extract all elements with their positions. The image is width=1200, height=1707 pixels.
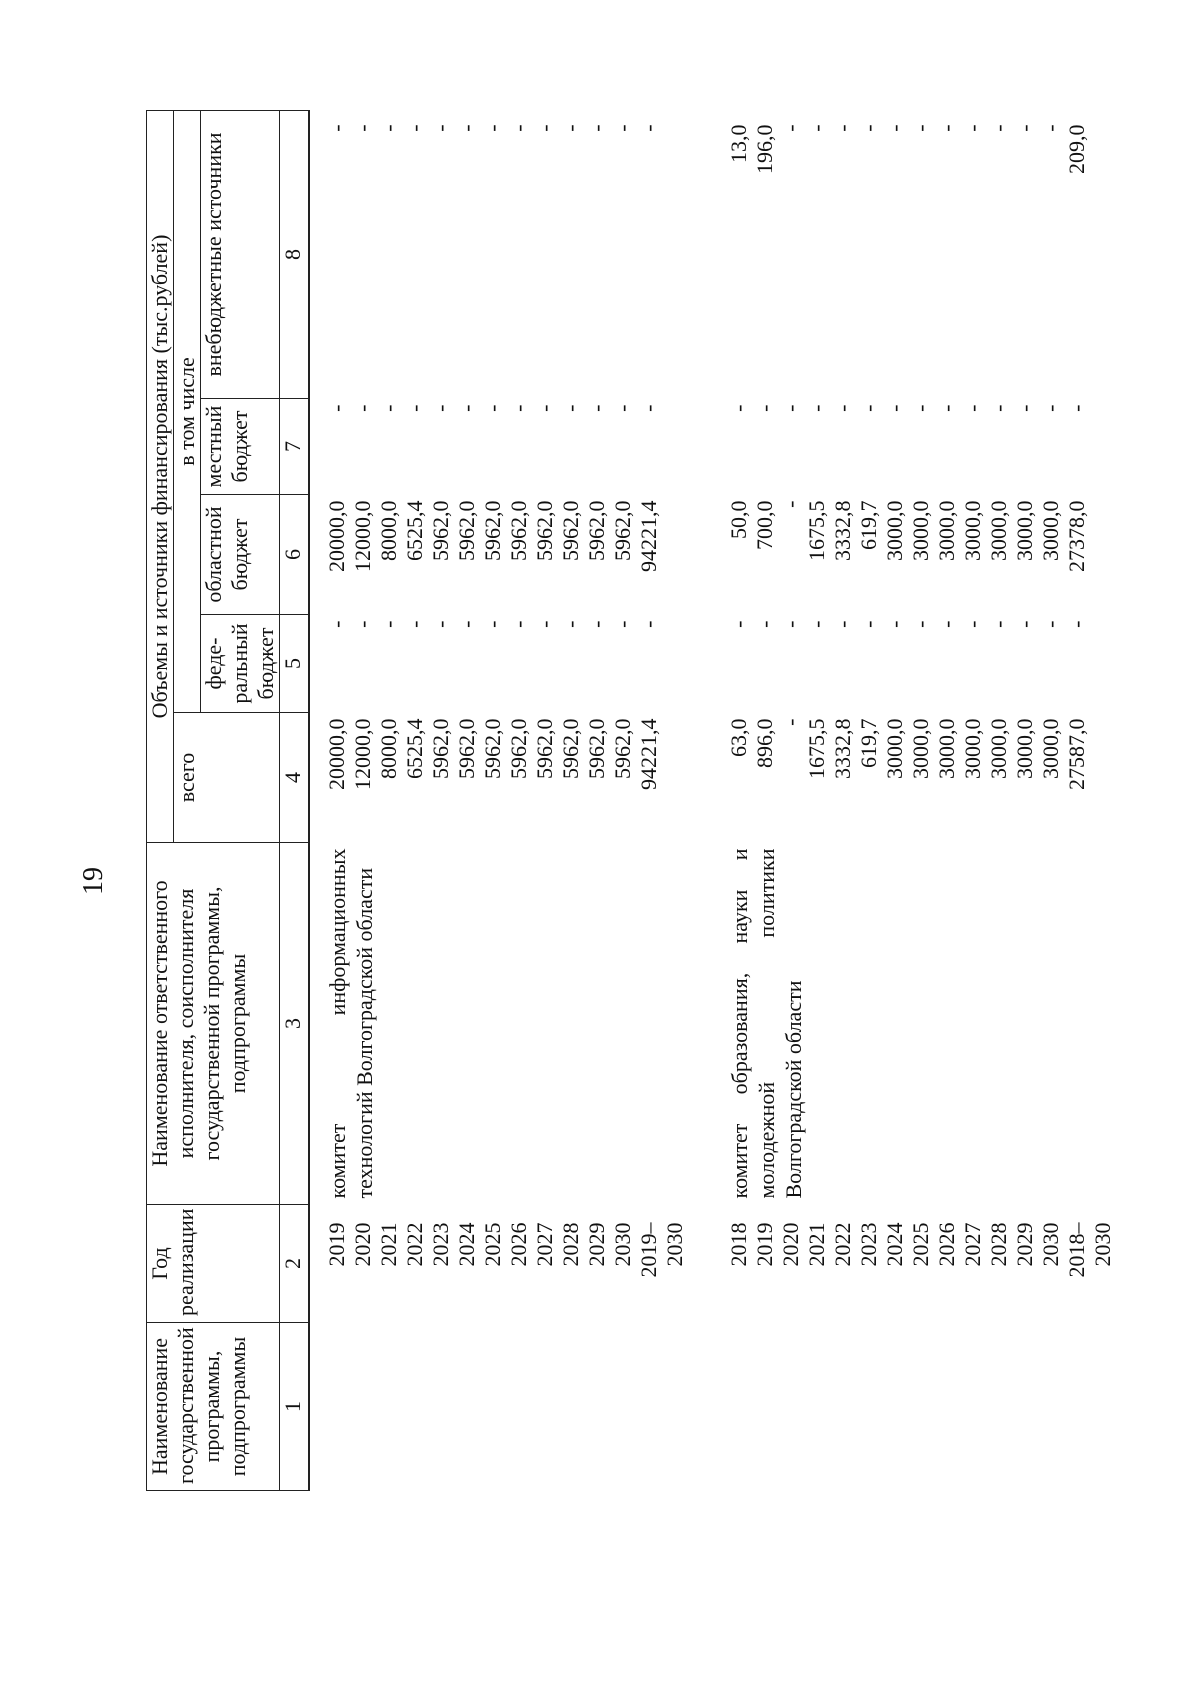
- local-cell: -: [1012, 404, 1037, 412]
- extra-cell: -: [454, 124, 479, 132]
- extra-cell: -: [934, 124, 959, 132]
- total-cell: 6525,4: [402, 718, 427, 779]
- regional-cell: 6525,4: [402, 500, 427, 561]
- regional-cell: 5962,0: [480, 500, 505, 561]
- year-cell: 2020: [778, 1222, 803, 1267]
- table-row: [480, 110, 506, 1490]
- table-row: [1038, 110, 1064, 1490]
- total-cell: 12000,0: [350, 718, 375, 790]
- total-cell: -: [778, 718, 803, 726]
- federal-cell: -: [882, 620, 907, 628]
- extra-cell: -: [1012, 124, 1037, 132]
- header-including: в том числе: [174, 110, 201, 712]
- program-name-cell: [986, 1323, 1012, 1491]
- table-row: [558, 110, 584, 1490]
- total-cell: 27587,0: [1064, 718, 1089, 790]
- federal-cell: -: [324, 620, 349, 628]
- regional-cell: 27378,0: [1064, 500, 1089, 572]
- federal-cell: -: [752, 620, 777, 628]
- program-name-cell: [778, 1323, 804, 1491]
- regional-cell: 5962,0: [428, 500, 453, 561]
- year-cell: 2027: [960, 1222, 985, 1267]
- program-name-cell: [309, 1323, 350, 1491]
- regional-cell: 700,0: [752, 500, 777, 550]
- table-row: [1064, 110, 1116, 1490]
- regional-cell: 3000,0: [960, 500, 985, 561]
- year-cell: 2019–2030: [636, 1222, 687, 1278]
- federal-cell: -: [480, 620, 505, 628]
- total-cell: 3000,0: [960, 718, 985, 779]
- regional-cell: 3332,8: [830, 500, 855, 561]
- year-cell: 2028: [986, 1222, 1011, 1267]
- regional-cell: 3000,0: [934, 500, 959, 561]
- program-name-cell: [532, 1323, 558, 1491]
- executor-cell: комитет информационных технологий Волгоградской области: [325, 848, 377, 1199]
- column-number: 1: [280, 1323, 310, 1491]
- year-cell: 2022: [830, 1222, 855, 1267]
- local-cell: -: [804, 404, 829, 412]
- year-cell: 2018–2030: [1064, 1222, 1115, 1278]
- total-cell: 5962,0: [610, 718, 635, 779]
- extra-cell: -: [584, 124, 609, 132]
- header-program-name: Наименование государственной программы, подпрограммы: [147, 1323, 280, 1491]
- table-row: [752, 110, 778, 1490]
- total-cell: 3000,0: [882, 718, 907, 779]
- total-cell: 3000,0: [908, 718, 933, 779]
- federal-cell: -: [350, 620, 375, 628]
- table-row: [856, 110, 882, 1490]
- federal-cell: -: [778, 620, 803, 628]
- extra-cell: -: [610, 124, 635, 132]
- local-cell: -: [428, 404, 453, 412]
- regional-cell: 1675,5: [804, 500, 829, 561]
- federal-cell: -: [934, 620, 959, 628]
- total-cell: 1675,5: [804, 718, 829, 779]
- program-name-cell: [830, 1323, 856, 1491]
- column-number: 2: [280, 1205, 310, 1323]
- year-cell: 2019: [324, 1222, 349, 1267]
- extra-cell: -: [402, 124, 427, 132]
- federal-cell: -: [584, 620, 609, 628]
- year-cell: 2022: [402, 1222, 427, 1267]
- column-number: 3: [280, 843, 310, 1205]
- year-cell: 2023: [428, 1222, 453, 1267]
- regional-cell: 8000,0: [376, 500, 401, 561]
- local-cell: -: [830, 404, 855, 412]
- extra-cell: -: [778, 124, 803, 132]
- local-cell: -: [1038, 404, 1063, 412]
- header-extra: внебюджетные источники: [201, 110, 280, 398]
- total-cell: 5962,0: [428, 718, 453, 779]
- federal-cell: -: [960, 620, 985, 628]
- total-cell: 5962,0: [558, 718, 583, 779]
- total-cell: 3000,0: [1012, 718, 1037, 779]
- federal-cell: -: [454, 620, 479, 628]
- program-name-cell: [506, 1323, 532, 1491]
- financing-table: [146, 110, 1116, 1491]
- total-cell: 94221,4: [636, 718, 661, 790]
- program-name-cell: [908, 1323, 934, 1491]
- program-name-cell: [610, 1323, 636, 1491]
- local-cell: -: [908, 404, 933, 412]
- program-name-cell: [960, 1323, 986, 1491]
- extra-cell: -: [506, 124, 531, 132]
- federal-cell: -: [830, 620, 855, 628]
- federal-cell: -: [1038, 620, 1063, 628]
- year-cell: 2021: [804, 1222, 829, 1267]
- local-cell: -: [402, 404, 427, 412]
- program-name-cell: [402, 1323, 428, 1491]
- header-funding: Объемы и источники финансирования (тыс.рублей): [147, 110, 174, 842]
- federal-cell: -: [726, 620, 751, 628]
- year-cell: 2026: [506, 1222, 531, 1267]
- total-cell: 8000,0: [376, 718, 401, 779]
- table-row: [309, 110, 350, 1490]
- federal-cell: -: [908, 620, 933, 628]
- regional-cell: 3000,0: [1012, 500, 1037, 561]
- local-cell: -: [882, 404, 907, 412]
- local-cell: -: [558, 404, 583, 412]
- program-name-cell: [376, 1323, 402, 1491]
- regional-cell: 5962,0: [558, 500, 583, 561]
- extra-cell: 209,0: [1064, 124, 1089, 174]
- year-cell: 2019: [752, 1222, 777, 1267]
- total-cell: 20000,0: [324, 718, 349, 790]
- header-year: Год реализации: [147, 1205, 280, 1323]
- regional-cell: 619,7: [856, 500, 881, 550]
- extra-cell: 13,0: [726, 124, 751, 163]
- federal-cell: -: [804, 620, 829, 628]
- local-cell: -: [752, 404, 777, 412]
- total-cell: 619,7: [856, 718, 881, 768]
- table-row: [804, 110, 830, 1490]
- table-row: [376, 110, 402, 1490]
- header-total: всего: [174, 713, 280, 843]
- column-numbers-row: [280, 110, 310, 1490]
- year-cell: 2024: [882, 1222, 907, 1267]
- regional-cell: 50,0: [726, 500, 751, 539]
- extra-cell: -: [324, 124, 349, 132]
- total-cell: 5962,0: [454, 718, 479, 779]
- table-row: [584, 110, 610, 1490]
- table-row: [908, 110, 934, 1490]
- local-cell: -: [856, 404, 881, 412]
- header-executor: Наименование ответственного исполнителя, соисполнителя государственной программы, подпрограммы: [147, 843, 280, 1205]
- year-cell: 2027: [532, 1222, 557, 1267]
- year-cell: 2025: [480, 1222, 505, 1267]
- regional-cell: 5962,0: [610, 500, 635, 561]
- total-cell: 5962,0: [506, 718, 531, 779]
- table-row: [636, 110, 688, 1490]
- local-cell: -: [726, 404, 751, 412]
- extra-cell: 196,0: [752, 124, 777, 174]
- table-row: [350, 110, 376, 1490]
- local-cell: -: [934, 404, 959, 412]
- table-row: [454, 110, 480, 1490]
- extra-cell: -: [908, 124, 933, 132]
- total-cell: 3000,0: [934, 718, 959, 779]
- program-name-cell: [480, 1323, 506, 1491]
- total-cell: 3000,0: [986, 718, 1011, 779]
- total-cell: 5962,0: [480, 718, 505, 779]
- regional-cell: 3000,0: [908, 500, 933, 561]
- program-name-cell: [558, 1323, 584, 1491]
- federal-cell: -: [636, 620, 661, 628]
- year-cell: 2029: [584, 1222, 609, 1267]
- program-name-cell: [350, 1323, 376, 1491]
- regional-cell: 94221,4: [636, 500, 661, 572]
- federal-cell: -: [532, 620, 557, 628]
- year-cell: 2023: [856, 1222, 881, 1267]
- column-number: 7: [280, 399, 310, 495]
- federal-cell: -: [856, 620, 881, 628]
- header-local: местный бюджет: [201, 399, 280, 495]
- regional-cell: 3000,0: [986, 500, 1011, 561]
- regional-cell: 12000,0: [350, 500, 375, 572]
- program-name-cell: [428, 1323, 454, 1491]
- extra-cell: -: [376, 124, 401, 132]
- extra-cell: -: [1038, 124, 1063, 132]
- local-cell: -: [506, 404, 531, 412]
- program-name-cell: [636, 1323, 688, 1491]
- federal-cell: -: [558, 620, 583, 628]
- table-row: [1012, 110, 1038, 1490]
- table-row: [402, 110, 428, 1490]
- federal-cell: -: [376, 620, 401, 628]
- local-cell: -: [986, 404, 1011, 412]
- program-name-cell: [804, 1323, 830, 1491]
- extra-cell: -: [532, 124, 557, 132]
- header-regional: областной бюджет: [201, 495, 280, 615]
- federal-cell: -: [1012, 620, 1037, 628]
- table-row: [882, 110, 908, 1490]
- federal-cell: -: [1064, 620, 1089, 628]
- table-row: [934, 110, 960, 1490]
- total-cell: 63,0: [726, 718, 751, 757]
- program-name-cell: [584, 1323, 610, 1491]
- program-name-cell: [1012, 1323, 1038, 1491]
- regional-cell: 3000,0: [1038, 500, 1063, 561]
- local-cell: -: [636, 404, 661, 412]
- regional-cell: 20000,0: [324, 500, 349, 572]
- regional-cell: 5962,0: [454, 500, 479, 561]
- year-cell: 2018: [726, 1222, 751, 1267]
- regional-cell: 5962,0: [532, 500, 557, 561]
- table-row: [688, 110, 752, 1490]
- year-cell: 2028: [558, 1222, 583, 1267]
- year-cell: 2030: [610, 1222, 635, 1267]
- federal-cell: -: [610, 620, 635, 628]
- table-row: [960, 110, 986, 1490]
- total-cell: 5962,0: [532, 718, 557, 779]
- total-cell: 896,0: [752, 718, 777, 768]
- local-cell: -: [778, 404, 803, 412]
- page-number: 19: [78, 867, 109, 895]
- program-name-cell: [856, 1323, 882, 1491]
- federal-cell: -: [506, 620, 531, 628]
- federal-cell: -: [986, 620, 1011, 628]
- extra-cell: -: [960, 124, 985, 132]
- local-cell: -: [480, 404, 505, 412]
- table-row: [610, 110, 636, 1490]
- extra-cell: -: [558, 124, 583, 132]
- year-cell: 2025: [908, 1222, 933, 1267]
- table-row: [986, 110, 1012, 1490]
- table-row: [428, 110, 454, 1490]
- program-name-cell: [934, 1323, 960, 1491]
- total-cell: 3000,0: [1038, 718, 1063, 779]
- local-cell: -: [610, 404, 635, 412]
- local-cell: -: [376, 404, 401, 412]
- column-number: 8: [280, 110, 310, 398]
- table-row: [830, 110, 856, 1490]
- column-number: 4: [280, 713, 310, 843]
- program-name-cell: [882, 1323, 908, 1491]
- extra-cell: -: [986, 124, 1011, 132]
- year-cell: 2026: [934, 1222, 959, 1267]
- local-cell: -: [454, 404, 479, 412]
- extra-cell: -: [636, 124, 661, 132]
- column-number: 6: [280, 495, 310, 615]
- extra-cell: -: [856, 124, 881, 132]
- federal-cell: -: [402, 620, 427, 628]
- table-row: [532, 110, 558, 1490]
- local-cell: -: [1064, 404, 1089, 412]
- year-cell: 2029: [1012, 1222, 1037, 1267]
- extra-cell: -: [830, 124, 855, 132]
- extra-cell: -: [804, 124, 829, 132]
- extra-cell: -: [480, 124, 505, 132]
- total-cell: 5962,0: [584, 718, 609, 779]
- column-number: 5: [280, 615, 310, 713]
- local-cell: -: [350, 404, 375, 412]
- table-body: [309, 110, 1116, 1490]
- regional-cell: 3000,0: [882, 500, 907, 561]
- program-name-cell: [752, 1323, 778, 1491]
- regional-cell: 5962,0: [506, 500, 531, 561]
- header-federal: феде-ральный бюджет: [201, 615, 280, 713]
- program-name-cell: [1064, 1323, 1116, 1491]
- regional-cell: -: [778, 500, 803, 508]
- federal-cell: -: [428, 620, 453, 628]
- regional-cell: 5962,0: [584, 500, 609, 561]
- program-name-cell: [1038, 1323, 1064, 1491]
- total-cell: 3332,8: [830, 718, 855, 779]
- program-name-cell: [454, 1323, 480, 1491]
- extra-cell: -: [882, 124, 907, 132]
- table-row: [506, 110, 532, 1490]
- local-cell: -: [532, 404, 557, 412]
- year-cell: 2021: [376, 1222, 401, 1267]
- local-cell: -: [324, 404, 349, 412]
- program-name-cell: [688, 1323, 752, 1491]
- year-cell: 2030: [1038, 1222, 1063, 1267]
- local-cell: -: [584, 404, 609, 412]
- extra-cell: -: [350, 124, 375, 132]
- extra-cell: -: [428, 124, 453, 132]
- table-row: [778, 110, 804, 1490]
- executor-cell: комитет образования, науки и молодежной политики Волгоградской области: [727, 848, 806, 1199]
- year-cell: 2024: [454, 1222, 479, 1267]
- local-cell: -: [960, 404, 985, 412]
- year-cell: 2020: [350, 1222, 375, 1267]
